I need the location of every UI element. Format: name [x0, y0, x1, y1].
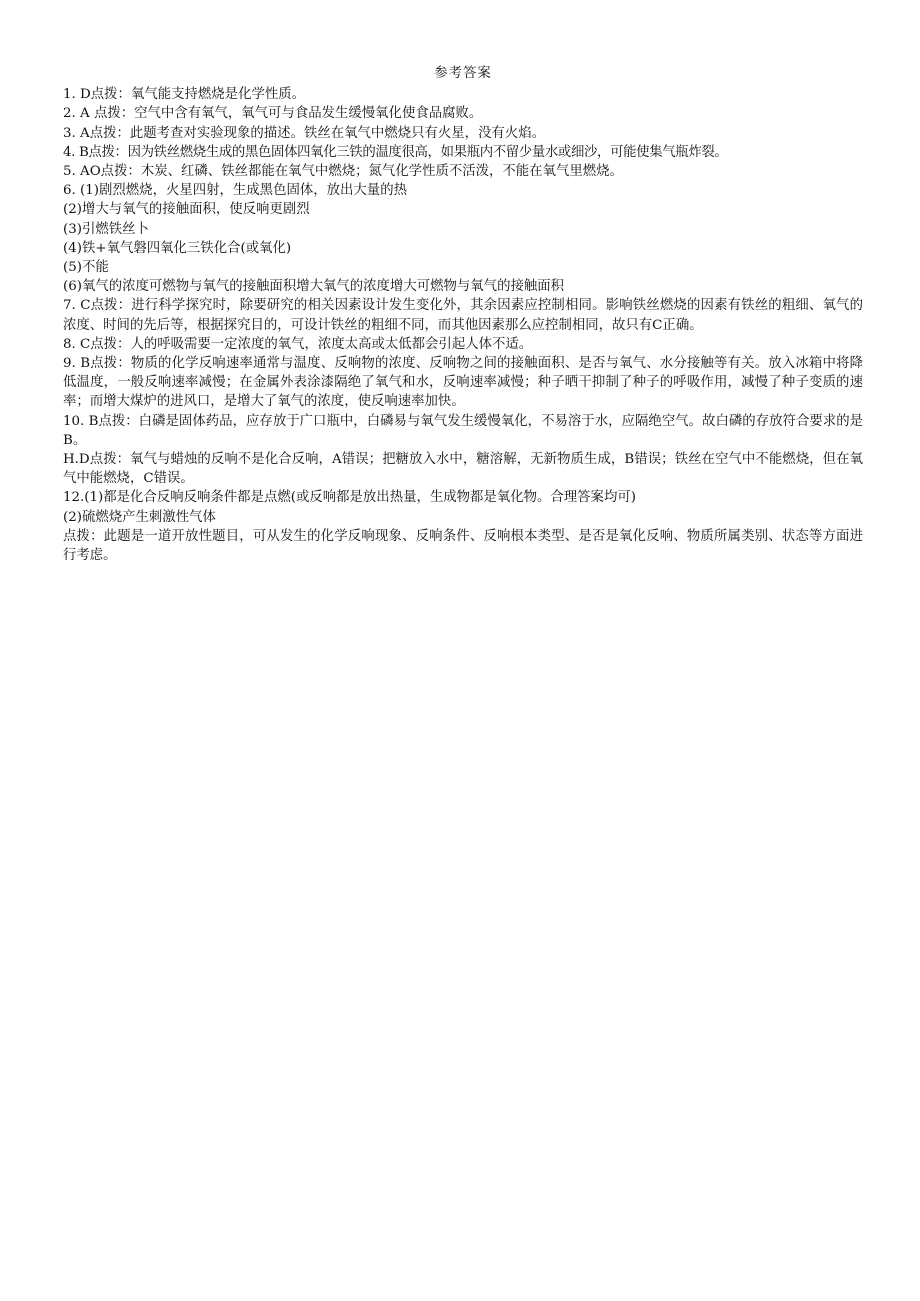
answer-8: 8. C点拨：人的呼吸需要一定浓度的氧气，浓度太高或太低都会引起人体不适。 — [63, 336, 533, 352]
answer-6-part-2: (2)增大与氧气的接触面积，使反响更剧烈 — [63, 202, 310, 218]
answer-9: 9. B点拨：物质的化学反响速率通常与温度、反响物的浓度、反响物之间的接触面积、是否与氧气、水分接触等有关。放入冰箱中将降低温度，一般反响速率减慢；在金属外表涂漆隔绝了氧气和水，反响速率减慢；种子晒干抑制了种子的呼吸作用，减慢了种子变质的速率；而增大煤炉的进风口，是增大了氧气的浓度，使反响速率加快。 — [63, 356, 863, 410]
answer-3: 3. A点拨：此题考查对实验现象的描述。铁丝在氧气中燃烧只有火星，没有火焰。 — [63, 125, 545, 141]
answer-6-part-5: (5)不能 — [63, 260, 109, 276]
answer-4: 4. B点拨：因为铁丝燃烧生成的黑色固体四氧化三铁的温度很高，如果瓶内不留少量水或细沙，可能使集气瓶炸裂。 — [63, 144, 728, 160]
answer-5: 5. AO点拨：木炭、红磷、铁丝都能在氧气中燃烧；氮气化学性质不活泼，不能在氧气里燃烧。 — [63, 164, 623, 180]
answer-11: H.D点拨：氧气与蜡烛的反响不是化合反响，A错误；把糖放入水中，糖溶解，无新物质生成，B错误；铁丝在空气中不能燃烧，但在氧气中能燃烧，C错误。 — [63, 452, 863, 487]
answer-12-part-2: (2)硫燃烧产生刺激性气体 — [63, 509, 216, 525]
answer-12-part-1: 12.(1)都是化合反响反响条件都是点燃(或反响都是放出热量，生成物都是氧化物。合理答案均可) — [63, 490, 636, 506]
answer-6-part-1: 6. (1)剧烈燃烧，火星四射，生成黑色固体，放出大量的热 — [63, 183, 407, 199]
answer-2: 2. A 点拨：空气中含有氧气，氧气可与食品发生缓慢氧化使食品腐败。 — [63, 106, 483, 122]
answer-1: 1. D点拨：氧气能支持燃烧是化学性质。 — [63, 87, 306, 103]
answer-12-hint: 点拨：此题是一道开放性题目，可从发生的化学反响现象、反响条件、反响根本类型、是否是氧化反响、物质所属类别、状态等方面进行考虑。 — [63, 528, 863, 564]
page-title: 参考答案 — [434, 66, 492, 81]
answer-sheet — [63, 64, 863, 565]
answer-10: 10. B点拨：白磷是固体药品，应存放于广口瓶中，白磷易与氧气发生缓慢氧化，不易溶于水，应隔绝空气。故白磷的存放符合要求的是B。 — [63, 413, 863, 448]
answer-6-part-4: (4)铁+氧气磐四氧化三铁化合(或氧化) — [63, 240, 292, 256]
answer-6-part-6: (6)氧气的浓度可燃物与氧气的接触面积增大氧气的浓度增大可燃物与氧气的接触面积 — [63, 279, 565, 295]
answer-7: 7. C点拨：进行科学探究时，除要研究的相关因素设计发生变化外，其余因素应控制相同。影响铁丝燃烧的因素有铁丝的粗细、氧气的浓度、时间的先后等，根据探究目的，可设计铁丝的粗细不同，而其他因素那么应控制相同，故只有C正确。 — [63, 298, 863, 333]
answer-6-part-3: (3)引燃铁丝卜 — [63, 221, 149, 237]
